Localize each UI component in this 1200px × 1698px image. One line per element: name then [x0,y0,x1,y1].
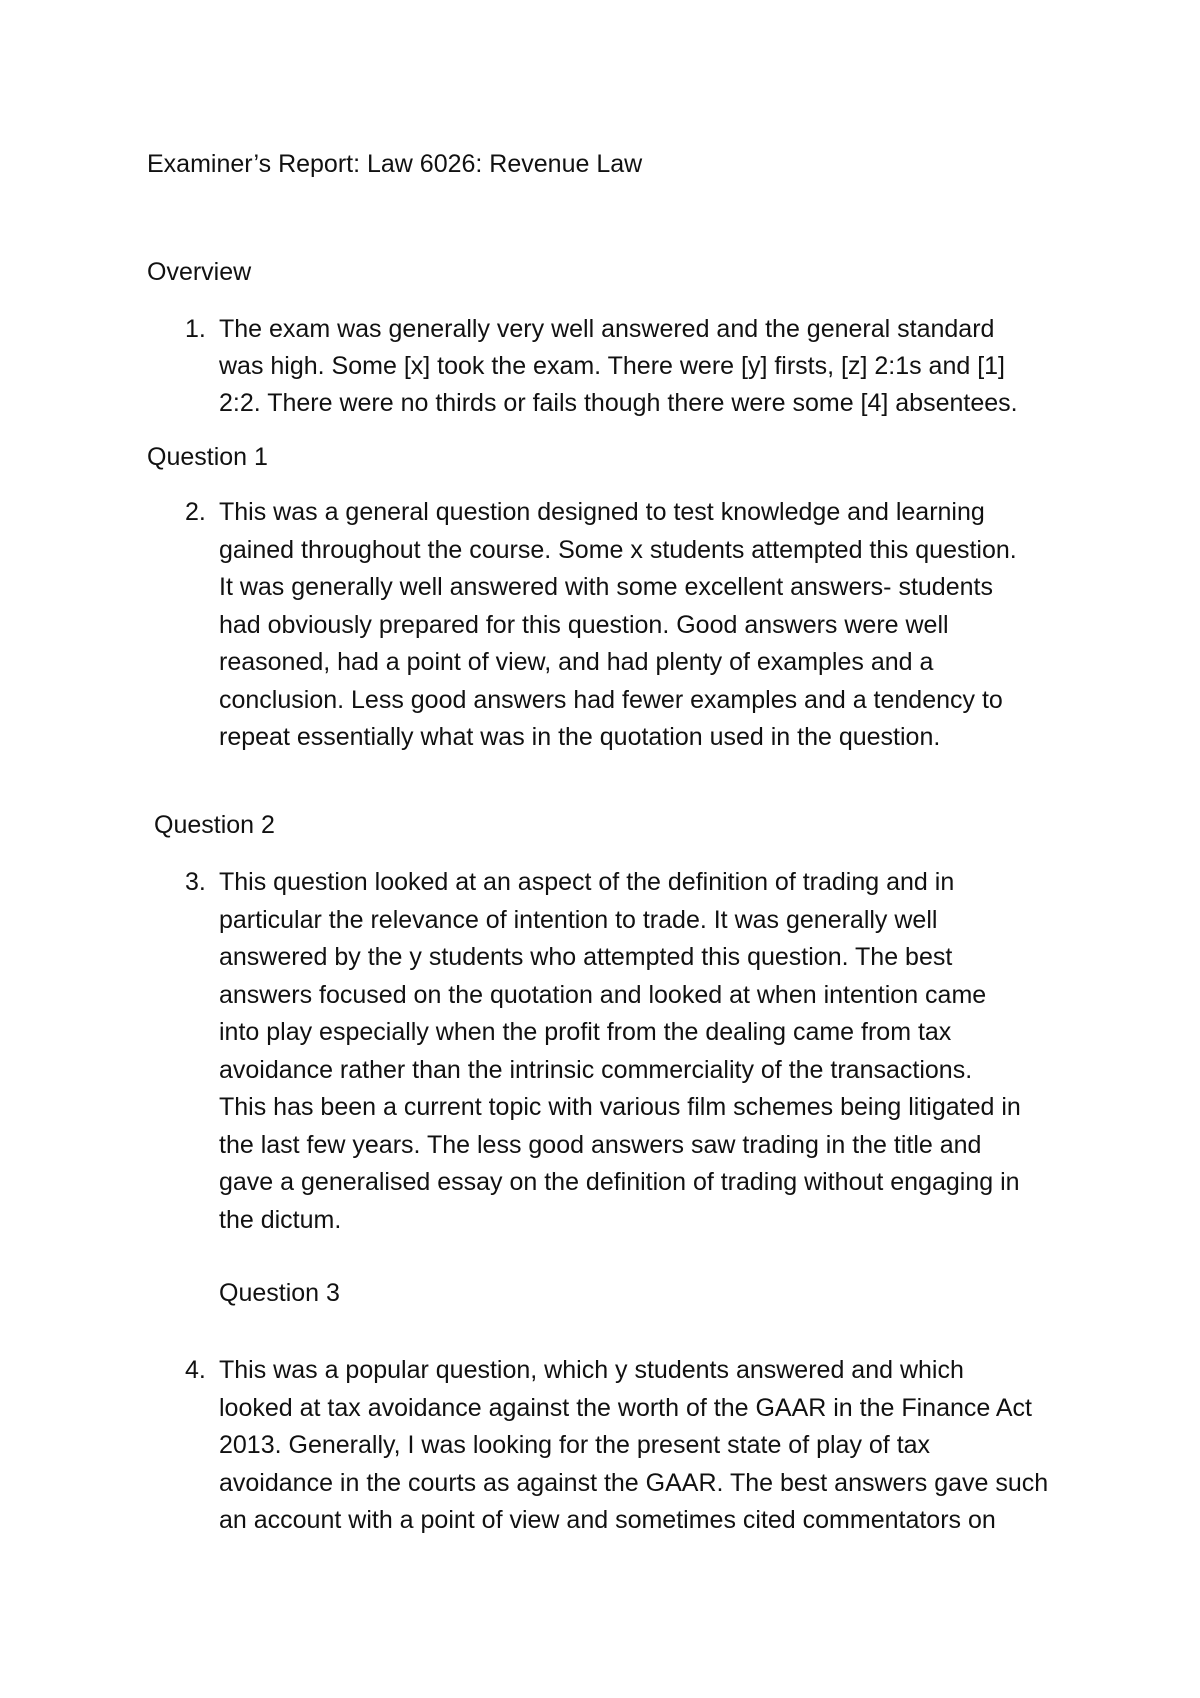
paragraph-text [219,311,1059,422]
text-line: into play especially when the profit from the dealing came from tax [219,1018,952,1046]
section-heading-question-2: Question 2 [154,811,275,839]
numbered-paragraph-3 [185,864,1085,1239]
text-line: the last few years. The less good answers saw trading in the title and [219,1130,982,1159]
paragraph-number: 4. [185,1356,206,1384]
text-line: gave a generalised essay on the definition of trading without engaging in [219,1168,1020,1196]
section-heading-overview: Overview [147,258,252,286]
text-line: avoidance in the courts as against the GAAR. The best answers gave such [219,1468,1049,1497]
text-line: This was a popular question, which y students answered and which [219,1356,964,1384]
text-line: answered by the y students who attempted this question. The best [219,943,953,971]
text-line: the dictum. [219,1205,342,1234]
document-title: Examiner’s Report: Law 6026: Revenue Law [147,150,643,178]
text-line: looked at tax avoidance against the worth of the GAAR in the Finance Act [219,1393,1032,1422]
paragraph-text [219,1352,1059,1540]
paragraph-text [219,864,1059,1239]
text-line: was high. Some [x] took the exam. There were [y] firsts, [z] 2:1s and [1] [219,352,1005,380]
text-line: answers focused on the quotation and looked at when intention came [219,980,987,1009]
paragraph-number: 2. [185,498,206,526]
section-heading-question-1: Question 1 [147,443,268,471]
text-line: 2013. Generally, I was looking for the present state of play of tax [219,1431,931,1459]
text-line: This has been a current topic with various film schemes being litigated in [219,1093,1021,1121]
text-line: gained throughout the course. Some x students attempted this question. [219,535,1017,564]
text-line: The exam was generally very well answered and the general standard [219,315,995,343]
text-line: avoidance rather than the intrinsic commerciality of the transactions. [219,1055,973,1084]
text-line: repeat essentially what was in the quotation used in the question. [219,723,941,751]
numbered-paragraph-4 [185,1352,1085,1540]
section-heading-question-3: Question 3 [219,1279,340,1307]
numbered-paragraph-1 [185,311,1085,422]
text-line: It was generally well answered with some excellent answers- students [219,573,993,601]
text-line: particular the relevance of intention to trade. It was generally well [219,905,938,934]
paragraph-number: 1. [185,315,206,343]
numbered-paragraph-2 [185,494,1085,757]
text-line: an account with a point of view and sometimes cited commentators on [219,1506,996,1534]
text-line: conclusion. Less good answers had fewer examples and a tendency to [219,685,1003,714]
paragraph-number: 3. [185,868,206,896]
text-line: had obviously prepared for this question. Good answers were well [219,610,949,639]
text-line: reasoned, had a point of view, and had plenty of examples and a [219,648,934,676]
text-line: This question looked at an aspect of the definition of trading and in [219,868,955,896]
paragraph-text [219,494,1059,757]
text-line: 2:2. There were no thirds or fails though there were some [4] absentees. [219,389,1018,417]
text-line: This was a general question designed to test knowledge and learning [219,498,985,526]
